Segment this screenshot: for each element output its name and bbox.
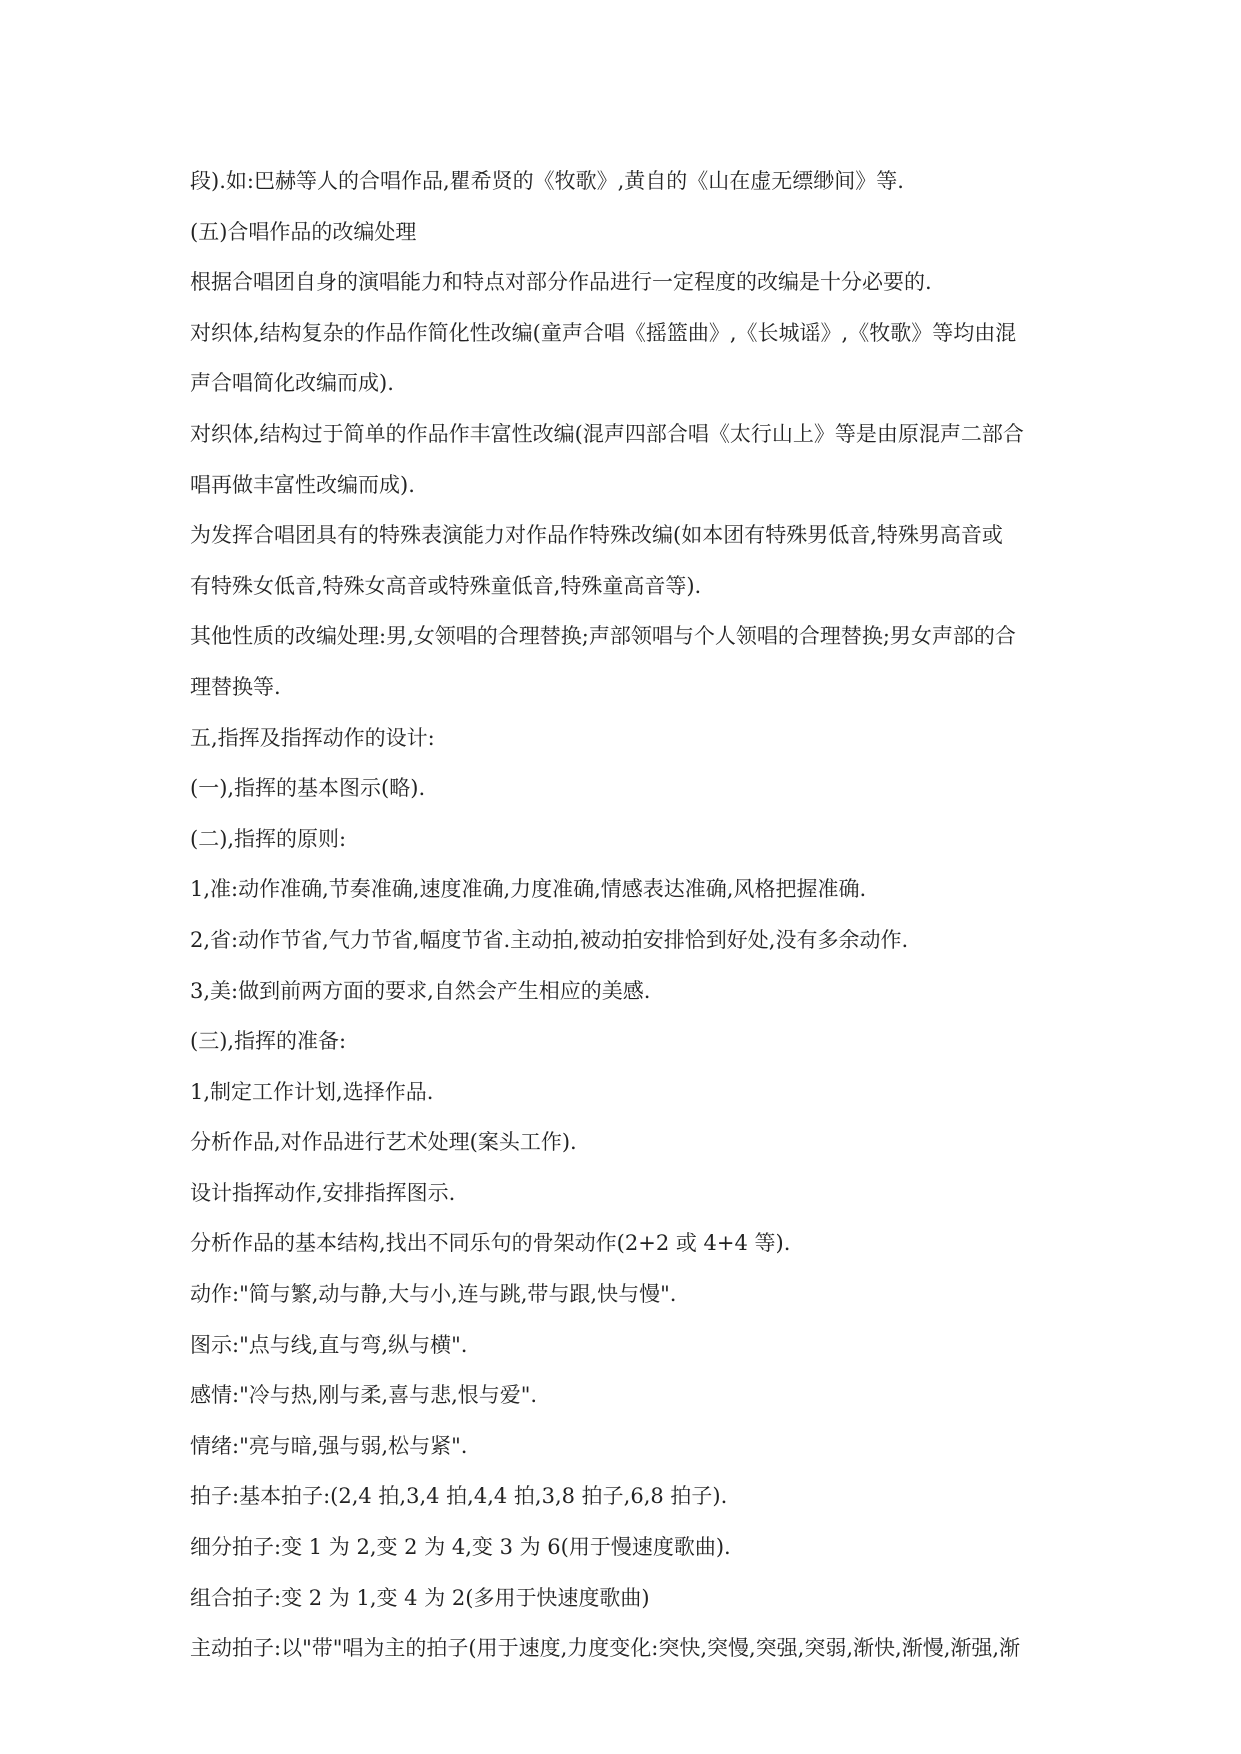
subsection-heading: (二),指挥的原则:	[190, 826, 347, 851]
list-item: 1,准:动作准确,节奏准确,速度准确,力度准确,情感表达准确,风格把握准确.	[190, 877, 867, 902]
text-line: 段).如:巴赫等人的合唱作品,瞿希贤的《牧歌》,黄自的《山在虚无缥缈间》等.	[190, 169, 904, 193]
section-heading: (五)合唱作品的改编处理	[190, 219, 417, 244]
text-line: 为发挥合唱团具有的特殊表演能力对作品作特殊改编(如本团有特殊男低音,特殊男高音或	[190, 523, 1003, 548]
text-line: 主动拍子:以"带"唱为主的拍子(用于速度,力度变化:突快,突慢,突强,突弱,渐快,渐慢,渐强,渐	[190, 1636, 1021, 1661]
text-line: 动作:"简与繁,动与静,大与小,连与跳,带与跟,快与慢".	[190, 1282, 677, 1307]
text-line: 分析作品,对作品进行艺术处理(案头工作).	[190, 1130, 577, 1155]
text-line: 拍子:基本拍子:(2,4 拍,3,4 拍,4,4 拍,3,8 拍子,6,8 拍子).	[190, 1484, 728, 1509]
list-item: 2,省:动作节省,气力节省,幅度节省.主动拍,被动拍安排恰到好处,没有多余动作.	[190, 927, 909, 952]
subsection-heading: (三),指挥的准备:	[190, 1029, 347, 1054]
text-line: 对织体,结构过于简单的作品作丰富性改编(混声四部合唱《太行山上》等是由原混声二部合	[190, 421, 1024, 446]
document-body	[190, 156, 1070, 1674]
section-heading: 五,指挥及指挥动作的设计:	[190, 725, 435, 750]
text-line: 唱再做丰富性改编而成).	[190, 472, 415, 497]
list-item: 1,制定工作计划,选择作品.	[190, 1079, 434, 1104]
text-line: 细分拍子:变 1 为 2,变 2 为 4,变 3 为 6(用于慢速度歌曲).	[190, 1535, 731, 1560]
text-line: 对织体,结构复杂的作品作简化性改编(童声合唱《摇篮曲》,《长城谣》,《牧歌》等均由混	[190, 320, 1017, 345]
text-line: 有特殊女低音,特殊女高音或特殊童低音,特殊童高音等).	[190, 573, 702, 598]
text-line: 组合拍子:变 2 为 1,变 4 为 2(多用于快速度歌曲)	[190, 1585, 650, 1610]
text-line: 情绪:"亮与暗,强与弱,松与紧".	[190, 1433, 468, 1458]
text-line: 分析作品的基本结构,找出不同乐句的骨架动作(2+2 或 4+4 等).	[190, 1231, 791, 1256]
text-line: 理替换等.	[190, 674, 281, 699]
subsection-heading: (一),指挥的基本图示(略).	[190, 776, 426, 801]
text-line: 其他性质的改编处理:男,女领唱的合理替换;声部领唱与个人领唱的合理替换;男女声部的合	[190, 624, 1016, 649]
text-line: 感情:"冷与热,刚与柔,喜与悲,恨与爱".	[190, 1383, 538, 1408]
text-line: 设计指挥动作,安排指挥图示.	[190, 1180, 456, 1205]
text-line: 根据合唱团自身的演唱能力和特点对部分作品进行一定程度的改编是十分必要的.	[190, 270, 932, 295]
text-line: 声合唱简化改编而成).	[190, 371, 394, 396]
text-line: 图示:"点与线,直与弯,纵与横".	[190, 1332, 468, 1357]
list-item: 3,美:做到前两方面的要求,自然会产生相应的美感.	[190, 978, 651, 1003]
